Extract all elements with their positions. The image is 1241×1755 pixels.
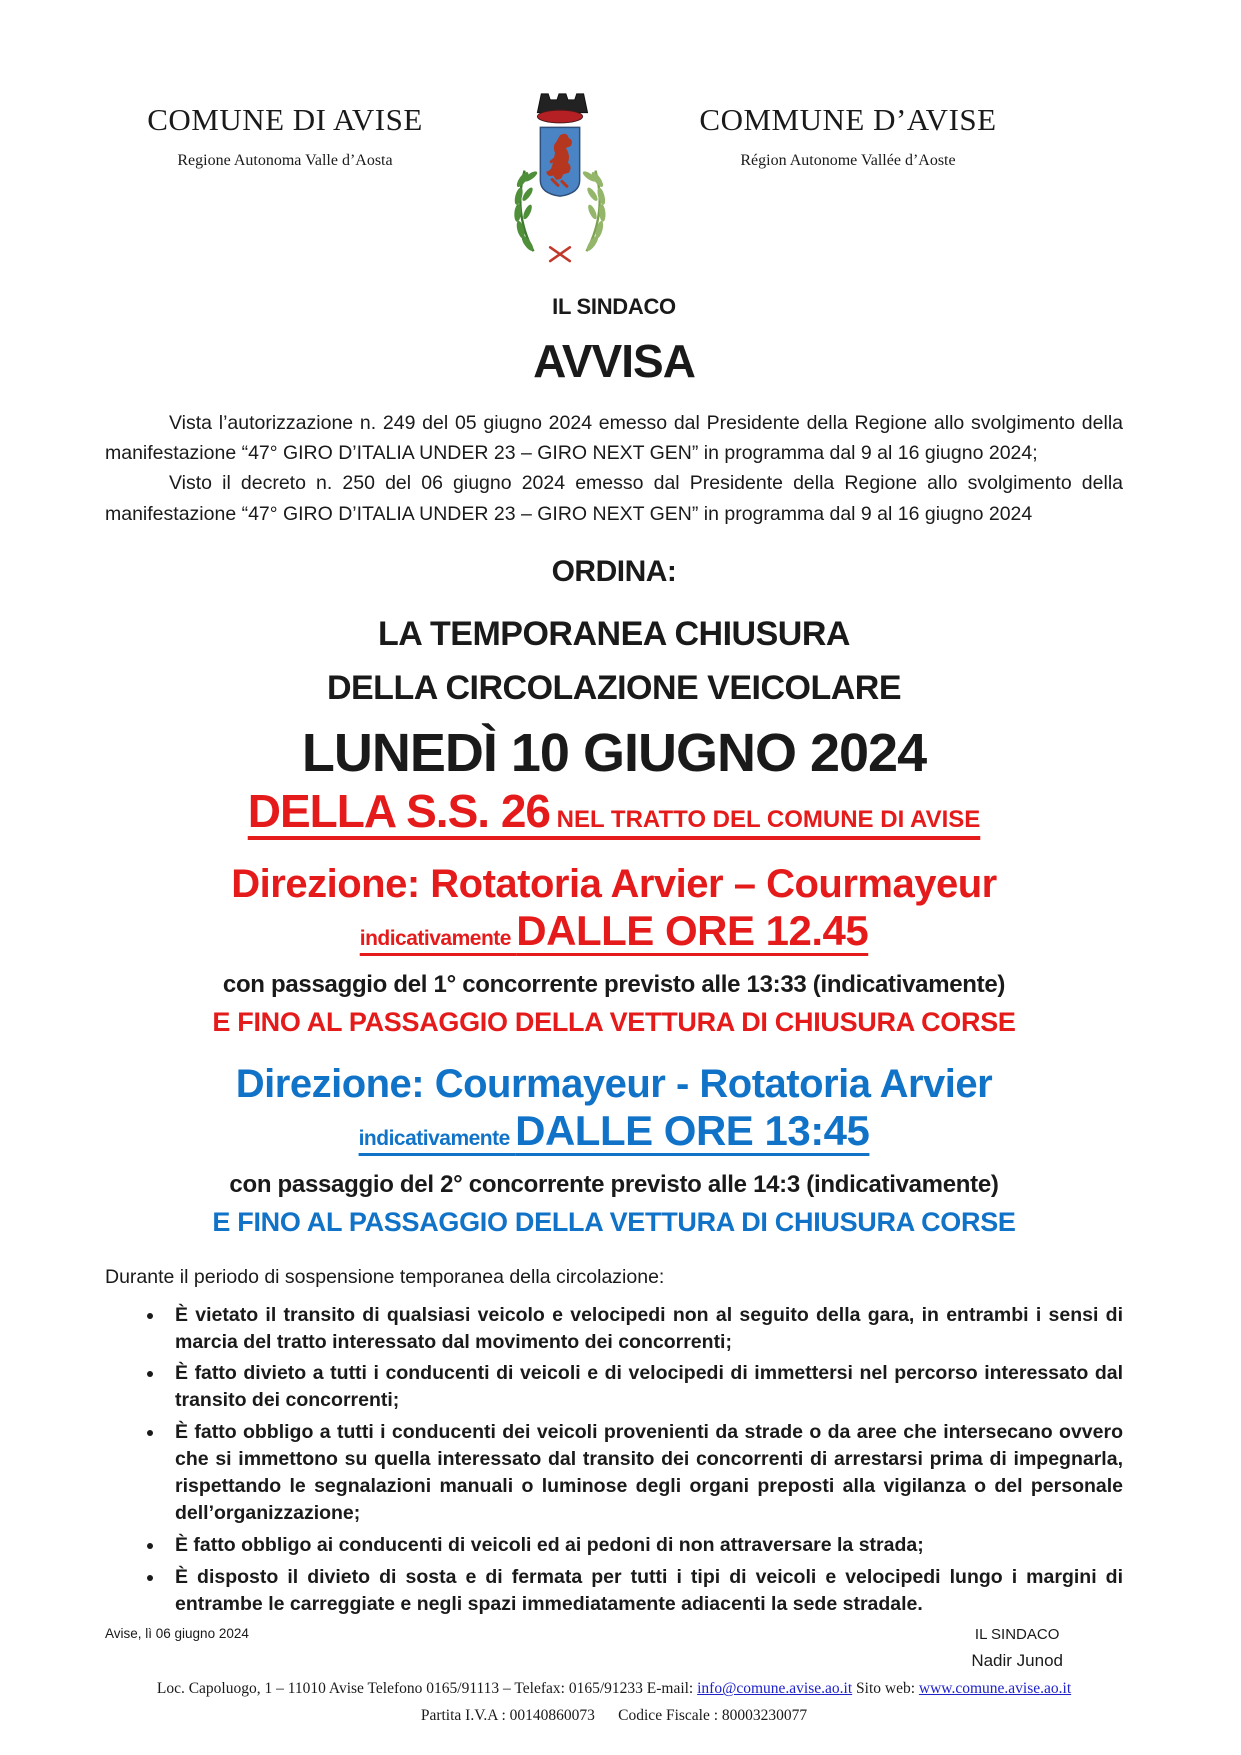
commune-name-fr: COMMUNE D’AVISE [699, 102, 997, 137]
direction2-indicative-label: indicativamente [358, 1126, 516, 1150]
coat-of-arms-icon [501, 86, 619, 268]
road-name [248, 785, 981, 837]
footer-vat-fiscal: Partita I.V.A : 00140860073 Codice Fiscale : 80003230077 [420, 1706, 808, 1724]
footer-email-link[interactable]: info@comune.avise.ao.it [697, 1680, 853, 1698]
premise-authorization: Vista l’autorizzazione n. 249 del 05 giugno 2024 emesso dal Presidente della Regione allo svolgimento della manifestazione “47° GIRO D’ITALIA UNDER 23 – GIRO NEXT GEN” in programma dal 9 al 16 giugno 2024; [105, 412, 1123, 465]
footer-siteweb-label: Sito web: [852, 1680, 919, 1698]
signature-name: Nadir Junod [971, 1650, 1063, 1670]
footer-website-link[interactable]: www.comune.avise.ao.it [918, 1680, 1072, 1698]
premise-decree: Visto il decreto n. 250 del 06 giugno 2024 emesso dal Presidente della Regione allo svolgimento della manifestazione “47° GIRO D’ITALIA UNDER 23 – GIRO NEXT GEN” in programma dal 9 al 16 giugno 2024 [105, 472, 1123, 525]
road-name-detail: NEL TRATTO DEL COMUNE DI AVISE [550, 805, 981, 833]
rule-item-no-entry: • È fatto divieto a tutti i conducenti di veicoli e di velocipedi di immettersi nel percorso interessato dal transito dei concorrenti; [165, 1360, 1123, 1414]
signature-block [971, 1626, 1063, 1671]
letterhead [105, 86, 1123, 268]
footer-address-phone: Loc. Capoluogo, 1 – 11010 Avise Telefono 0165/91113 – Telefax: 0165/91233 E-mail: [156, 1680, 698, 1698]
footer [105, 1676, 1123, 1729]
direction2-first-rider: con passaggio del 2° concorrente previsto alle 14:3 (indicativamente) [229, 1170, 999, 1198]
direction1-until: E FINO AL PASSAGGIO DELLA VETTURA DI CHIUSURA CORSE [212, 1006, 1016, 1037]
issuer-role-heading: IL SINDACO [552, 294, 676, 319]
signature-row [105, 1626, 1123, 1671]
letterhead-italian [105, 102, 465, 170]
rule-item-no-transit: • È vietato il transito di qualsiasi veicolo e velocipedi non al seguito della gara, in entrambi i sensi di marcia del tratto interessato dal movimento dei concorrenti; [165, 1302, 1123, 1356]
region-name-it: Regione Autonoma Valle d’Aosta [177, 152, 393, 169]
direction1-time-row [105, 907, 1123, 955]
rule-item-no-crossing: • È fatto obbligo ai conducenti di veicoli ed ai pedoni di non attraversare la strada; [165, 1532, 1123, 1559]
rule-item-no-parking: • È disposto il divieto di sosta e di fermata per tutti i tipi di veicoli e velocipedi lungo i margini di entrambe le carreggiate e negli spazi immediatamente adiacenti la sede stradale. [165, 1564, 1123, 1618]
direction2-title: Direzione: Courmayeur - Rotatoria Arvier [235, 1061, 993, 1106]
letterhead-french [663, 102, 1033, 170]
premises [105, 408, 1123, 529]
direction1-first-rider: con passaggio del 1° concorrente previsto alle 13:33 (indicativamente) [222, 970, 1006, 998]
direction1-time-value: DALLE ORE 12.45 [516, 906, 869, 954]
road-section [105, 784, 1123, 838]
announce-heading: AVVISA [533, 335, 695, 387]
direction2-time-value: DALLE ORE 13:45 [515, 1106, 870, 1154]
direction2-time-row [105, 1107, 1123, 1155]
place-and-date: Avise, lì 06 giugno 2024 [105, 1625, 249, 1641]
direction1-title: Direzione: Rotatoria Arvier – Courmayeur [231, 861, 997, 906]
order-line-closure: LA TEMPORANEA CHIUSURA [378, 614, 850, 653]
closure-date: LUNEDÌ 10 GIUGNO 2024 [301, 722, 927, 783]
direction1-time [360, 907, 869, 954]
commune-name-it: COMUNE DI AVISE [147, 102, 423, 137]
order-line-traffic: DELLA CIRCOLAZIONE VEICOLARE [326, 669, 902, 708]
footer-contacts [105, 1676, 1123, 1702]
direction2-time [359, 1107, 870, 1154]
direction1-indicative-label: indicativamente [359, 926, 517, 950]
order-heading: ORDINA: [551, 554, 677, 588]
coat-of-arms [465, 86, 655, 268]
direction2-until: E FINO AL PASSAGGIO DELLA VETTURA DI CHIUSURA CORSE [212, 1206, 1016, 1237]
region-name-fr: Région Autonome Vallée d’Aoste [740, 152, 956, 169]
order-statement [105, 607, 1123, 716]
rule-item-stop-before-crossing: • È fatto obbligo a tutti i conducenti dei veicoli provenienti da strade o da aree che intersecano ovvero che si immettono su quella interessato dal transito dei concorrenti di arrestarsi prima di impegnarla, rispettando le segnalazioni manuali o luminose degli organi preposti alla vigilanza o del personale dell’organizzazione; [165, 1419, 1123, 1527]
signature-role: IL SINDACO [974, 1625, 1060, 1643]
road-name-main: DELLA S.S. 26 [247, 784, 550, 837]
rules-intro: Durante il periodo di sospensione temporanea della circolazione: [105, 1265, 665, 1288]
rules-list [105, 1297, 1123, 1618]
